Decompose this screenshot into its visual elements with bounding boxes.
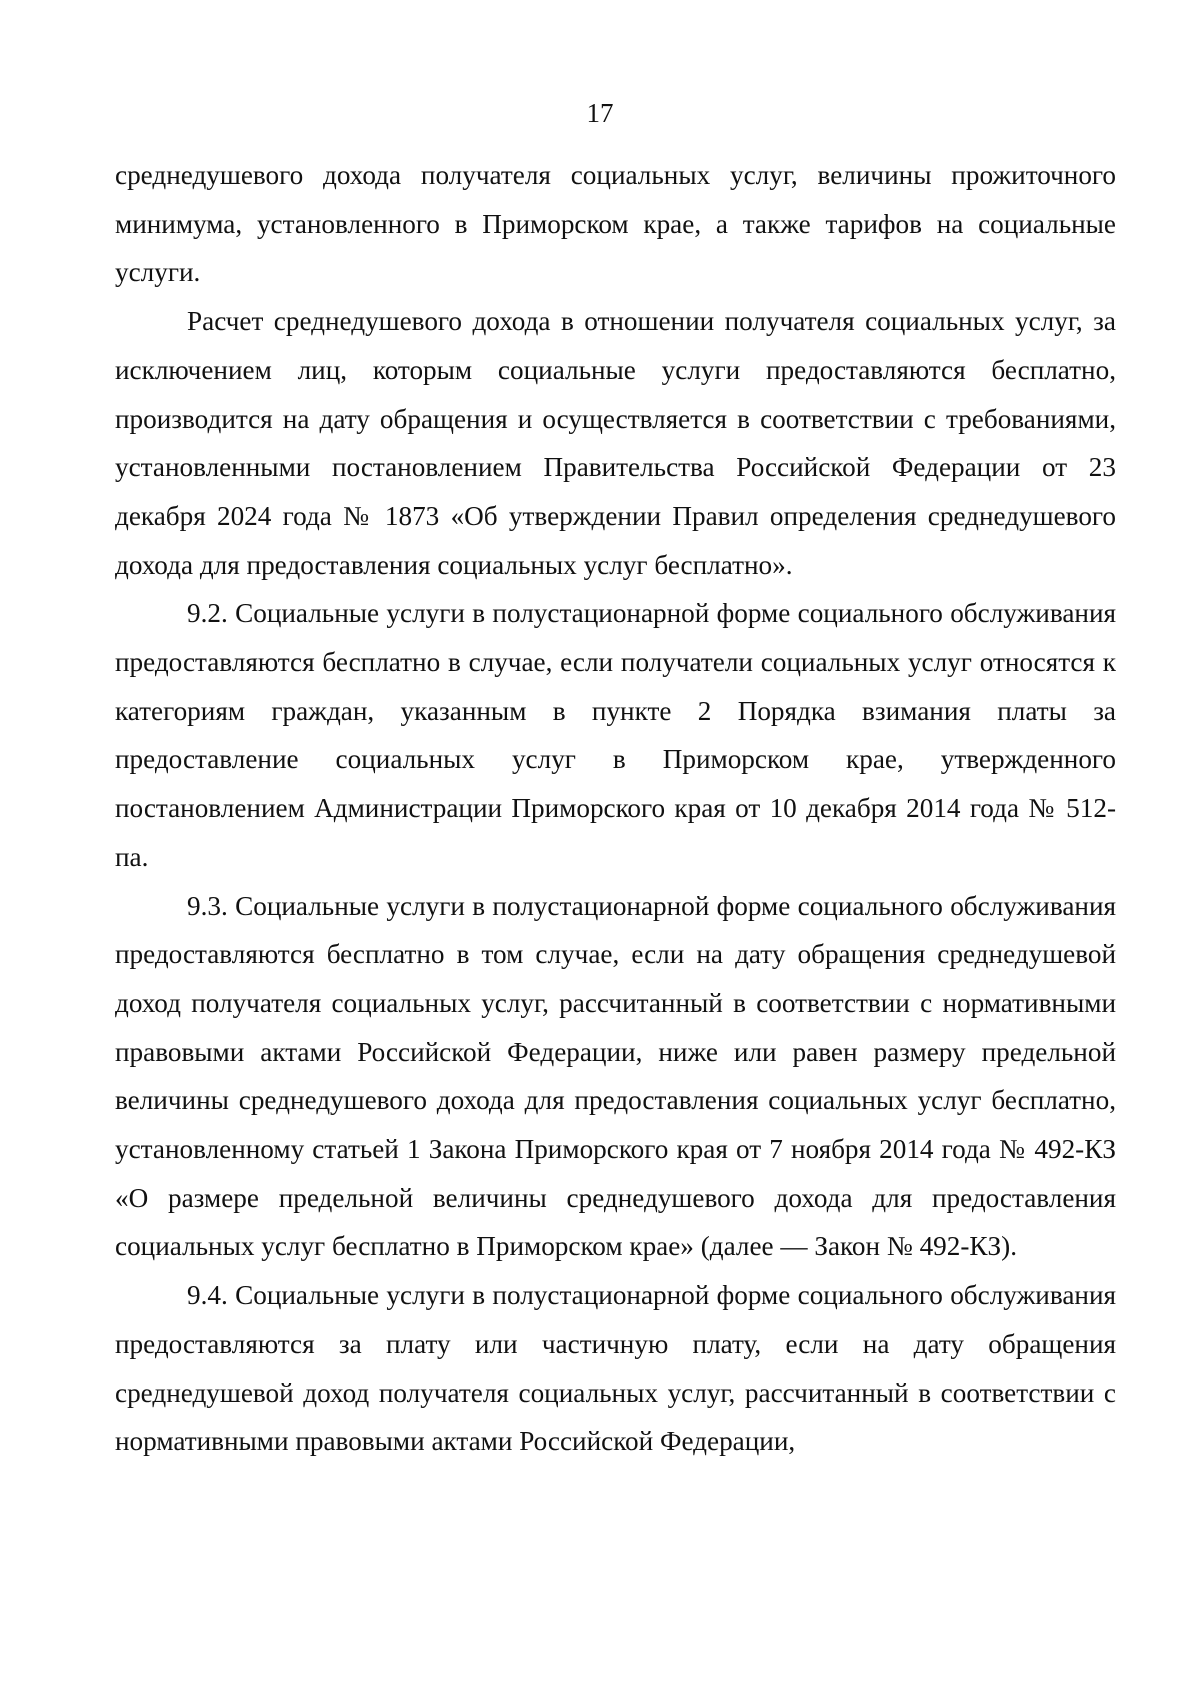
paragraph-clause-9-3: 9.3. Социальные услуги в полустационарной форме социального обслуживания предоставляются бесплатно в том случае, если на дату обращения среднедушевой доход получателя социальных услуг, рассчитанный в соответствии с нормативными правовыми актами Российской Федерации, ниже или равен размеру предельной величины среднедушевого дохода для предоставления социальных услуг бесплатно, установленному статьей 1 Закона Приморского края от 7 ноября 2014 года № 492-КЗ «О размере предельной величины среднедушевого дохода для предоставления социальных услуг бесплатно в Приморском крае» (далее — Закон № 492-КЗ). bbox=[115, 890, 1116, 1262]
paragraph-clause-9-2: 9.2. Социальные услуги в полустационарной форме социального обслуживания предоставляются бесплатно в случае, если получатели социальных услуг относятся к категориям граждан, указанным в пункте 2 Порядка взимания платы за предоставление социальных услуг в Приморском крае, утвержденного постановлением Администрации Приморского края от 10 декабря 2014 года № 512-па. bbox=[115, 598, 1116, 872]
page-number: 17 bbox=[586, 98, 614, 128]
paragraph-income-continuation: среднедушевого дохода получателя социальных услуг, величины прожиточного минимума, установленного в Приморском крае, а также тарифов на социальные услуги. bbox=[115, 160, 1116, 288]
document-body bbox=[115, 151, 1116, 1466]
paragraph-income-calculation: Расчет среднедушевого дохода в отношении получателя социальных услуг, за исключением лиц, которым социальные услуги предоставляются бесплатно, производится на дату обращения и осуществляется в соответствии с требованиями, установленными постановлением Правительства Российской Федерации от 23 декабря 2024 года № 1873 «Об утверждении Правил определения среднедушевого дохода для предоставления социальных услуг бесплатно». bbox=[115, 306, 1116, 580]
paragraph-clause-9-4: 9.4. Социальные услуги в полустационарной форме социального обслуживания предоставляются за плату или частичную плату, если на дату обращения среднедушевой доход получателя социальных услуг, рассчитанный в соответствии с нормативными правовыми актами Российской Федерации, bbox=[115, 1280, 1116, 1457]
